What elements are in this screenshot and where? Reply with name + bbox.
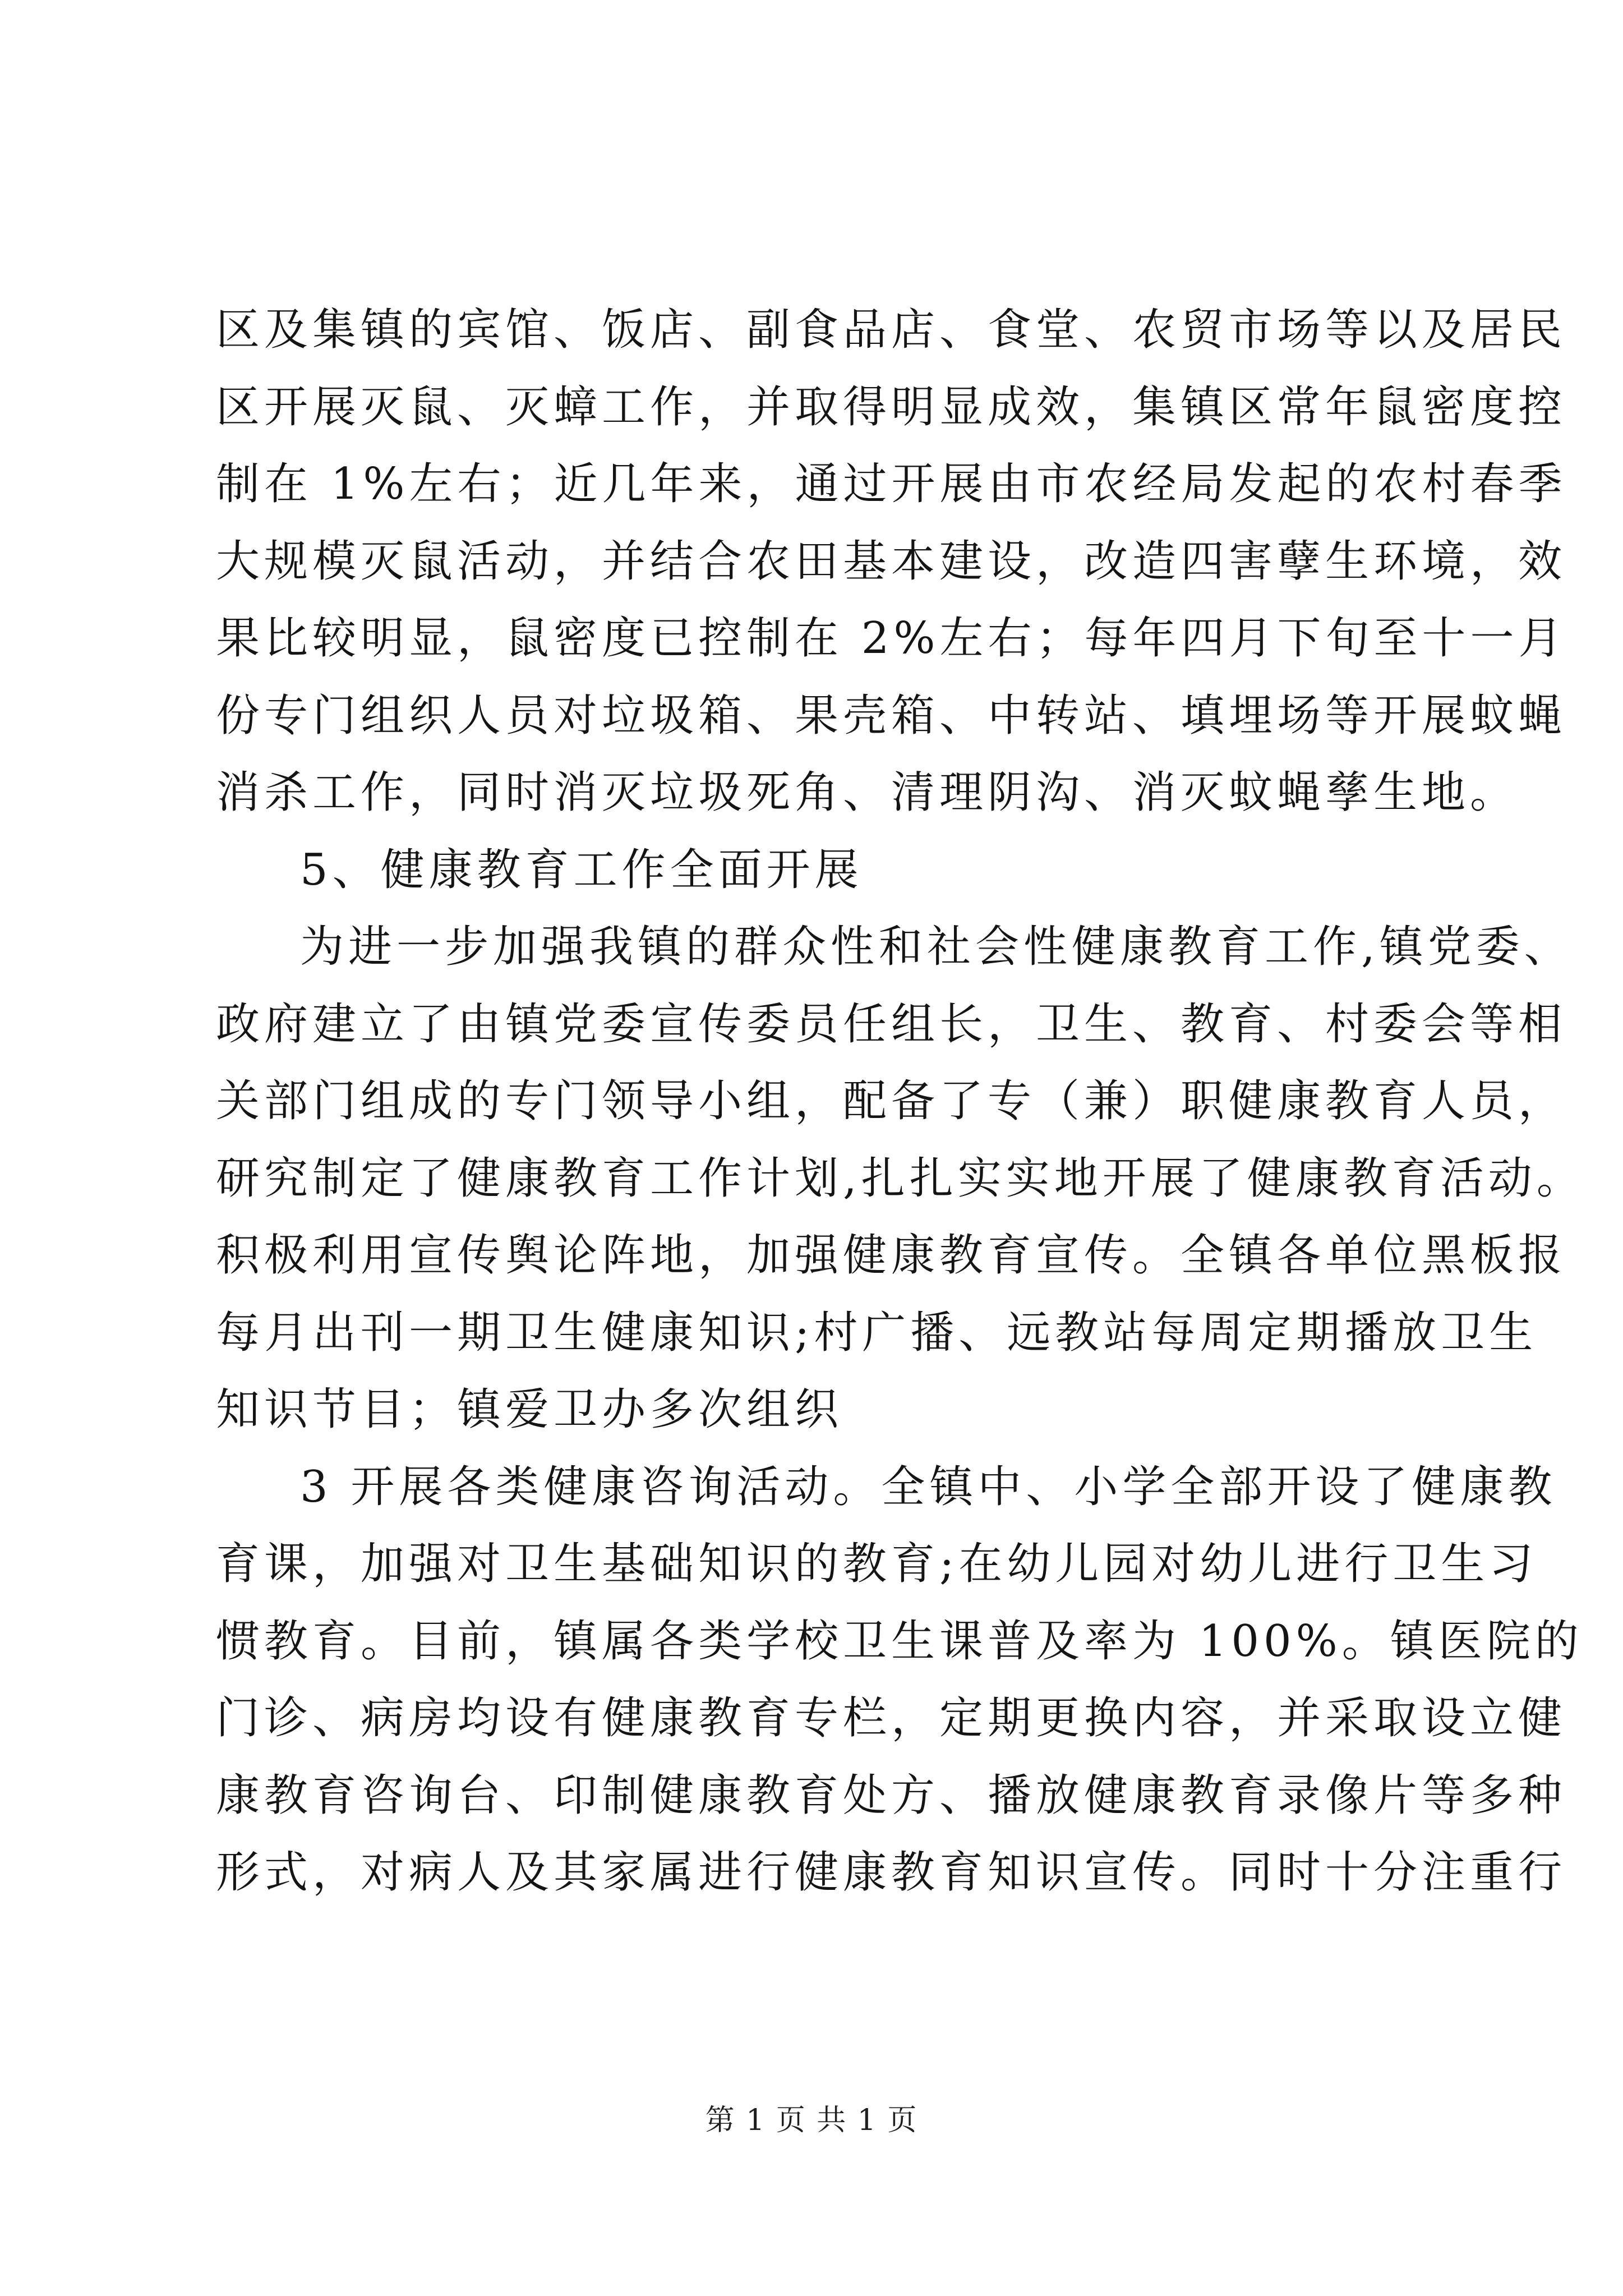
text-line: 大规模灭鼠活动，并结合农田基本建设，改造四害孽生环境，效: [216, 536, 1567, 587]
text-line: 区开展灭鼠、灭蟑工作，并取得明显成效，集镇区常年鼠密度控: [216, 381, 1567, 432]
text-line: 每月出刊一期卫生健康知识;村广播、远教站每周定期播放卫生: [216, 1307, 1538, 1358]
text-line: 研究制定了健康教育工作计划,扎扎实实地开展了健康教育活动。: [216, 1153, 1585, 1204]
text-line: 政府建立了由镇党委宣传委员任组长，卫生、教育、村委会等相: [216, 999, 1567, 1050]
text-line: 份专门组织人员对垃圾箱、果壳箱、中转站、填埋场等开展蚊蝇: [216, 690, 1567, 741]
text-line: 积极利用宣传舆论阵地，加强健康教育宣传。全镇各单位黑板报: [216, 1230, 1567, 1281]
text-line: 关部门组成的专门领导小组，配备了专（兼）职健康教育人员，: [216, 1076, 1567, 1126]
text-line: 消杀工作，同时消灭垃圾死角、清理阴沟、消灭蚊蝇孳生地。: [216, 767, 1519, 818]
text-line: 区及集镇的宾馆、饭店、副食品店、食堂、农贸市场等以及居民: [216, 305, 1567, 355]
text-line: 门诊、病房均设有健康教育专栏，定期更换内容，并采取设立健: [216, 1693, 1567, 1743]
text-line: 形式，对病人及其家属进行健康教育知识宣传。同时十分注重行: [216, 1847, 1567, 1898]
text-line: 知识节目；镇爱卫办多次组织: [216, 1384, 843, 1435]
text-line: 果比较明显，鼠密度已控制在 2%左右；每年四月下旬至十一月: [216, 613, 1567, 664]
text-line: 育课，加强对卫生基础知识的教育;在幼儿园对幼儿进行卫生习: [216, 1539, 1538, 1589]
paragraph-first-line: 为进一步加强我镇的群众性和社会性健康教育工作,镇党委、: [300, 922, 1573, 972]
text-line: 惯教育。目前，镇属各类学校卫生课普及率为 100%。镇医院的: [216, 1616, 1583, 1667]
section-heading: 5、健康教育工作全面开展: [300, 844, 863, 895]
text-line: 康教育咨询台、印制健康教育处方、播放健康教育录像片等多种: [216, 1770, 1567, 1821]
text-line: 制在 1%左右；近几年来，通过开展由市农经局发起的农村春季: [216, 459, 1567, 509]
page-number-footer: 第 1 页 共 1 页: [705, 2104, 918, 2137]
paragraph-first-line: 3 开展各类健康咨询活动。全镇中、小学全部开设了健康教: [300, 1461, 1557, 1512]
document-body: [216, 292, 1585, 1912]
